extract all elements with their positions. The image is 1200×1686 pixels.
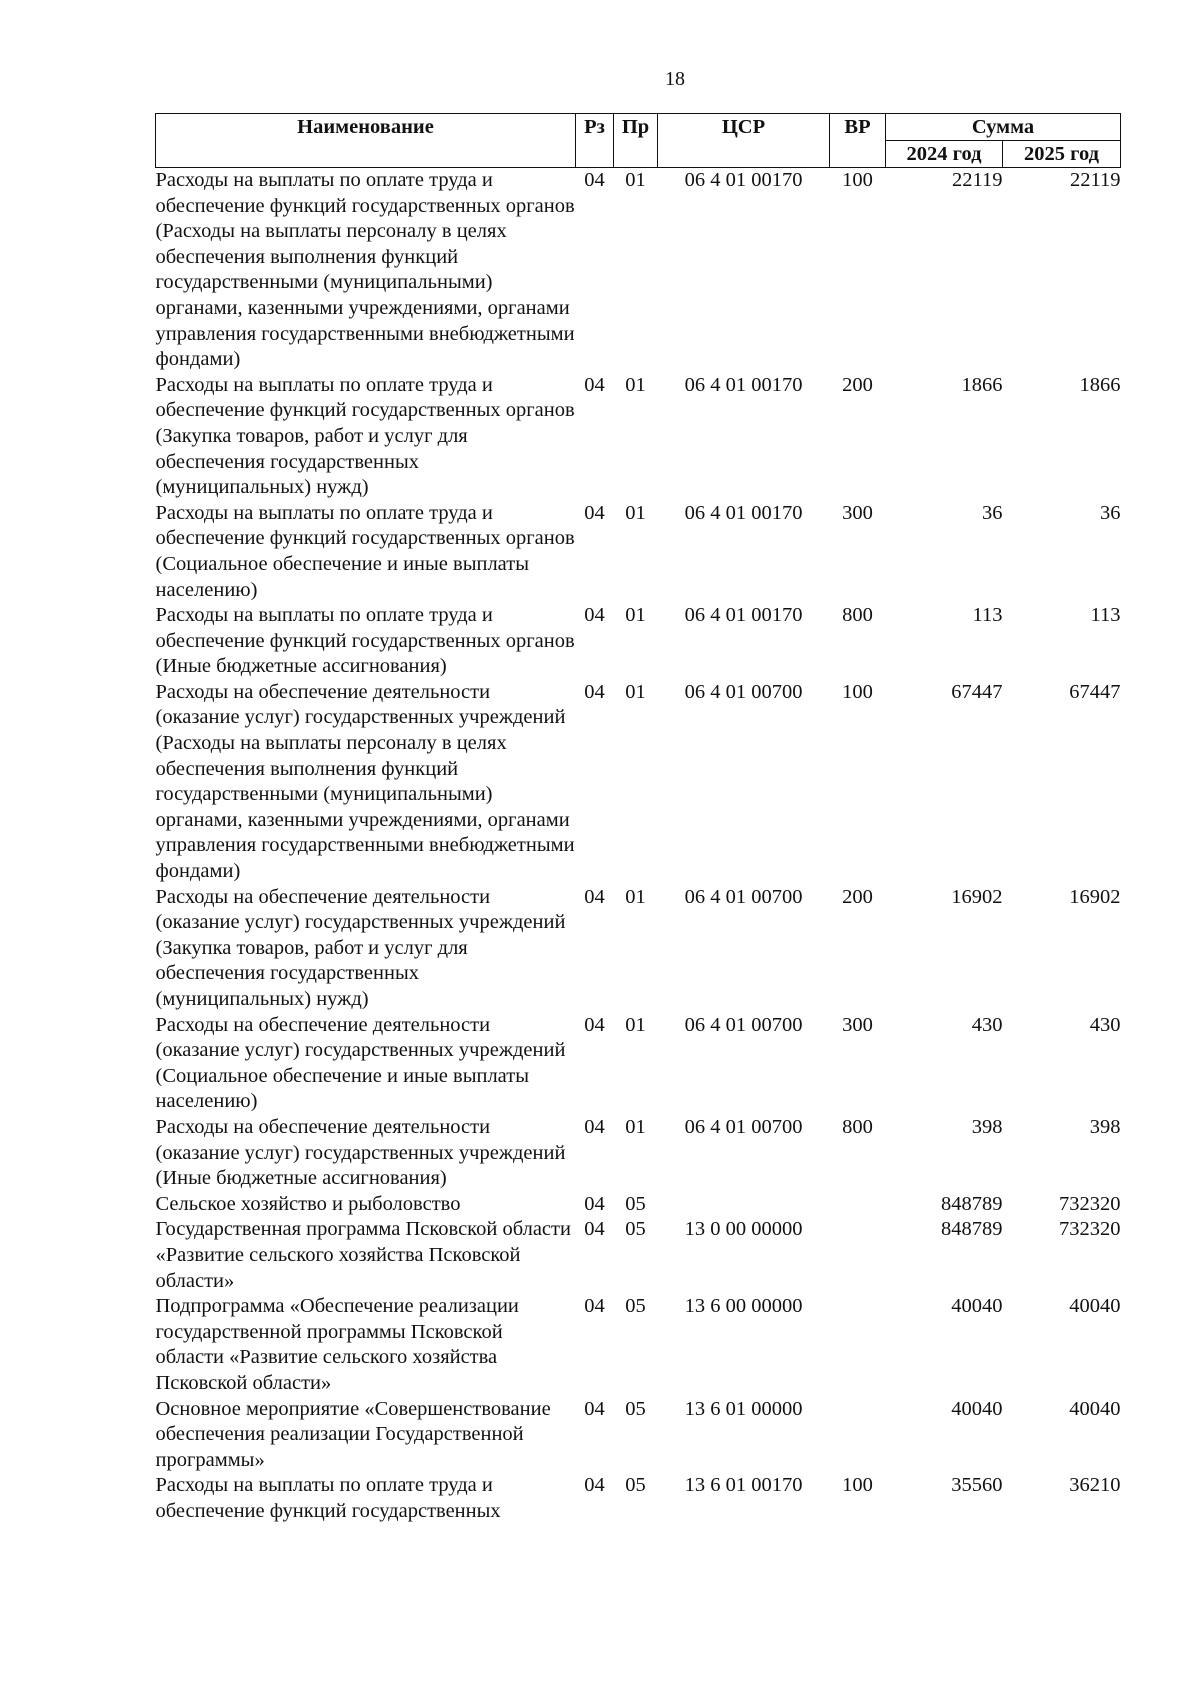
cell-csr: 06 4 01 00700 (684, 680, 803, 703)
cell-rz: 04 (584, 501, 605, 524)
cell-rz: 04 (584, 885, 605, 908)
cell-pr: 05 (625, 1295, 646, 1318)
header-year-2025: 2025 год (1003, 141, 1121, 168)
table-row (156, 1013, 1121, 1115)
cell-pr: 01 (625, 169, 646, 191)
cell-rz: 04 (584, 1013, 605, 1036)
cell-sum-2024: 35560 (951, 1474, 1003, 1497)
cell-sum-2025: 430 (1089, 1013, 1121, 1036)
cell-vr: 100 (842, 1474, 873, 1497)
cell-name: Расходы на выплаты по оплате труда и обеспечение функций государственных органов (Социальное обеспечение и иные выплаты населению) (155, 501, 575, 601)
cell-name: Расходы на обеспечение деятельности (оказание услуг) государственных учреждений (Иные бюджетные ассигнования) (155, 1115, 566, 1190)
header-year-2024: 2024 год (886, 141, 1003, 168)
table-row (156, 603, 1121, 680)
cell-name: Расходы на обеспечение деятельности (оказание услуг) государственных учреждений (Социальное обеспечение и иные выплаты населению) (155, 1013, 566, 1113)
cell-name: Расходы на выплаты по оплате труда и обеспечение функций государственных (155, 1474, 501, 1522)
cell-pr: 05 (625, 1192, 646, 1215)
cell-vr (830, 1397, 886, 1474)
cell-sum-2025: 67447 (1069, 680, 1121, 703)
cell-sum-2024: 848789 (941, 1192, 1003, 1215)
cell-csr (658, 1192, 830, 1218)
table-row (156, 168, 1121, 373)
cell-sum-2024: 40040 (951, 1295, 1003, 1318)
table-row (156, 1192, 1121, 1218)
cell-csr: 06 4 01 00700 (684, 885, 803, 908)
cell-pr: 05 (625, 1474, 646, 1497)
cell-pr: 01 (625, 1013, 646, 1036)
table-row (156, 373, 1121, 501)
table-row (156, 501, 1121, 603)
cell-name: Расходы на выплаты по оплате труда и обеспечение функций государственных органов (Иные бюджетные ассигнования) (155, 604, 575, 678)
cell-rz: 04 (584, 604, 605, 627)
cell-name: Расходы на выплаты по оплате труда и обеспечение функций государственных органов (Расходы на выплаты персоналу в целях обеспечения выполнения функций государственными (муниципальными) органами, казенными учреждениями, органами управления государственными внебюджетными фондами) (155, 169, 575, 371)
cell-sum-2024: 398 (971, 1115, 1003, 1138)
cell-pr: 05 (625, 1397, 646, 1420)
cell-pr: 01 (625, 373, 646, 396)
cell-rz: 04 (584, 680, 605, 703)
cell-vr: 300 (842, 1013, 873, 1036)
cell-sum-2025: 36 (1100, 501, 1121, 524)
header-name: Наименование (156, 114, 576, 168)
cell-sum-2025: 22119 (1070, 169, 1121, 191)
cell-pr: 01 (625, 604, 646, 627)
cell-sum-2024: 16902 (951, 885, 1003, 908)
cell-csr: 06 4 01 00700 (684, 1013, 803, 1036)
cell-sum-2025: 732320 (1059, 1192, 1121, 1215)
cell-pr: 01 (625, 501, 646, 524)
page-number: 18 (665, 68, 685, 90)
cell-name: Сельское хозяйство и рыболовство (155, 1192, 461, 1215)
cell-name: Подпрограмма «Обеспечение реализации государственной программы Псковской области «Развитие сельского хозяйства Псковской области» (155, 1295, 519, 1394)
cell-rz: 04 (584, 1192, 605, 1215)
cell-csr: 06 4 01 00700 (684, 1115, 803, 1138)
table-row (156, 1294, 1121, 1396)
cell-sum-2024: 40040 (951, 1397, 1003, 1420)
cell-sum-2024: 36 (982, 501, 1003, 524)
cell-rz: 04 (584, 1218, 605, 1241)
cell-sum-2024: 1866 (961, 373, 1003, 396)
cell-rz: 04 (584, 169, 605, 191)
table-row (156, 1217, 1121, 1294)
table-row (156, 885, 1121, 1013)
cell-sum-2025: 1866 (1079, 373, 1121, 396)
cell-sum-2024: 22119 (952, 169, 1003, 191)
cell-sum-2024: 67447 (951, 680, 1003, 703)
header-csr: ЦСР (658, 114, 830, 168)
cell-vr (830, 1294, 886, 1396)
budget-table (155, 113, 1121, 1524)
cell-sum-2025: 113 (1090, 604, 1121, 627)
cell-vr (830, 1217, 886, 1294)
cell-csr: 13 6 00 00000 (684, 1295, 803, 1318)
cell-csr: 13 6 01 00000 (684, 1397, 803, 1420)
header-sum: Сумма (886, 114, 1121, 141)
cell-csr: 06 4 01 00170 (684, 501, 803, 524)
cell-rz: 04 (584, 1474, 605, 1497)
table-header (156, 114, 1121, 168)
table-row (156, 1115, 1121, 1192)
cell-vr: 300 (842, 501, 873, 524)
cell-pr: 01 (625, 885, 646, 908)
cell-name: Основное мероприятие «Совершенствование обеспечения реализации Государственной программы» (155, 1397, 551, 1471)
header-pr: Пр (614, 114, 658, 168)
cell-sum-2025: 36210 (1069, 1474, 1121, 1497)
table-row (156, 680, 1121, 885)
table-row (156, 1473, 1121, 1524)
cell-csr: 13 6 01 00170 (684, 1474, 803, 1497)
cell-sum-2024: 848789 (941, 1218, 1003, 1241)
cell-name: Государственная программа Псковской области «Развитие сельского хозяйства Псковской области» (155, 1218, 571, 1292)
cell-rz: 04 (584, 1115, 605, 1138)
cell-sum-2025: 398 (1089, 1115, 1121, 1138)
cell-rz: 04 (584, 1295, 605, 1318)
cell-sum-2025: 40040 (1069, 1397, 1121, 1420)
cell-vr: 200 (842, 885, 873, 908)
cell-vr: 800 (842, 604, 873, 627)
table-body (156, 168, 1121, 1525)
cell-csr: 06 4 01 00170 (684, 169, 803, 191)
cell-pr: 01 (625, 1115, 646, 1138)
cell-sum-2024: 113 (972, 604, 1003, 627)
cell-sum-2024: 430 (971, 1013, 1003, 1036)
header-vr: ВР (830, 114, 886, 168)
cell-name: Расходы на обеспечение деятельности (оказание услуг) государственных учреждений (Расходы на выплаты персоналу в целях обеспечения выполнения функций государственными (муниципальными) органами, казенными учреждениями, органами управления государственными внебюджетными фондами) (155, 680, 575, 883)
cell-csr: 06 4 01 00170 (684, 604, 803, 627)
cell-vr: 100 (842, 169, 873, 191)
cell-name: Расходы на обеспечение деятельности (оказание услуг) государственных учреждений (Закупка товаров, работ и услуг для обеспечения государственных (муниципальных) нужд) (155, 885, 566, 1010)
cell-vr (830, 1192, 886, 1218)
cell-rz: 04 (584, 1397, 605, 1420)
cell-sum-2025: 40040 (1069, 1295, 1121, 1318)
cell-name: Расходы на выплаты по оплате труда и обеспечение функций государственных органов (Закупка товаров, работ и услуг для обеспечения государственных (муниципальных) нужд) (155, 373, 575, 499)
header-rz: Рз (576, 114, 614, 168)
cell-pr: 05 (625, 1218, 646, 1241)
cell-vr: 800 (842, 1115, 873, 1138)
cell-vr: 200 (842, 373, 873, 396)
table-row (156, 1397, 1121, 1474)
cell-sum-2025: 732320 (1059, 1218, 1121, 1241)
cell-vr: 100 (842, 680, 873, 703)
cell-rz: 04 (584, 373, 605, 396)
cell-csr: 13 0 00 00000 (684, 1218, 803, 1241)
cell-csr: 06 4 01 00170 (684, 373, 803, 396)
cell-sum-2025: 16902 (1069, 885, 1121, 908)
cell-pr: 01 (625, 680, 646, 703)
